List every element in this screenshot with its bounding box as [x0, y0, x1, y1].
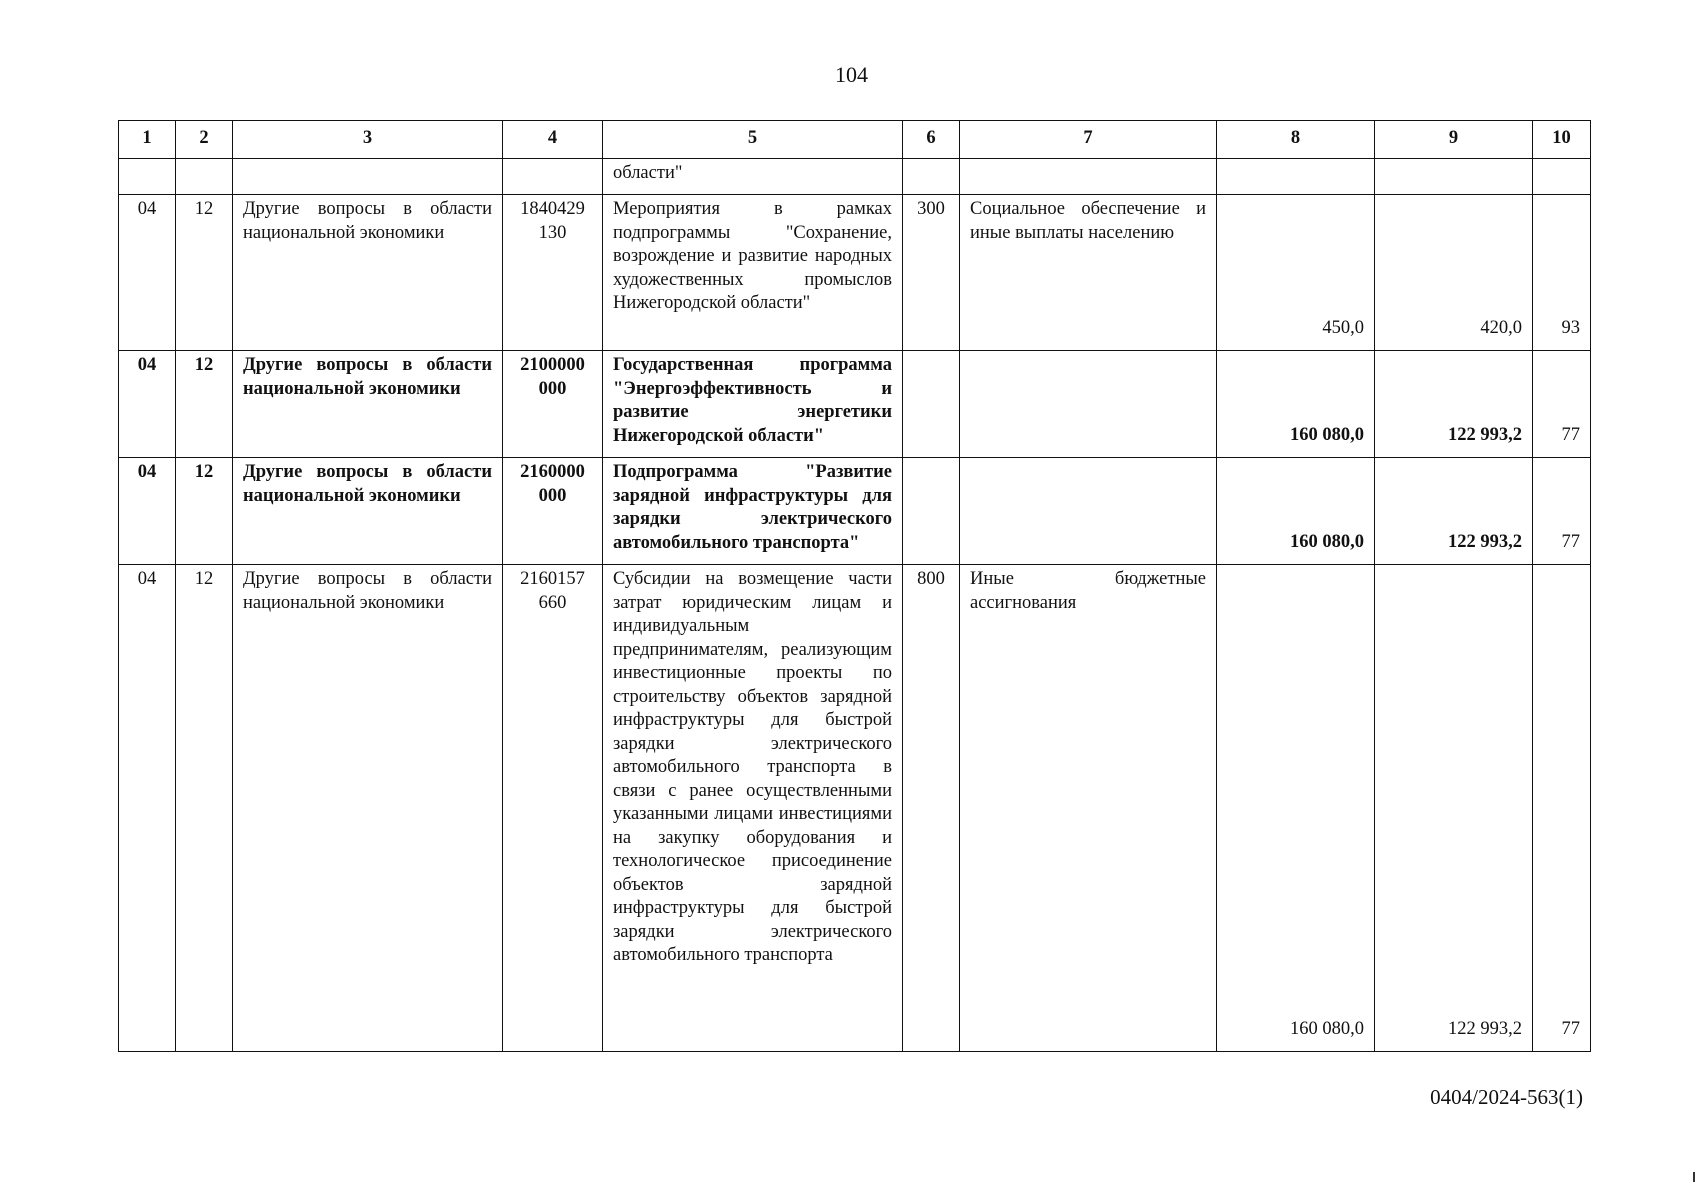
cell-col9: 122 993,2	[1375, 458, 1533, 565]
cell-col8: 160 080,0	[1217, 458, 1375, 565]
cell-col9: 122 993,2	[1375, 351, 1533, 458]
cell-target-name: Подпрограмма "Развитие зарядной инфраструктуры для зарядки электрического автомобильного транспорта"	[603, 458, 903, 565]
cell-subsection: 12	[176, 565, 233, 1052]
table-row	[119, 351, 1591, 458]
cell-target-code: 1840429 130	[503, 195, 603, 351]
cell-expense-code	[903, 351, 960, 458]
cell-target-code: 2160157 660	[503, 565, 603, 1052]
cell-section-name: Другие вопросы в области национальной экономики	[233, 195, 503, 351]
header-col-7: 7	[960, 121, 1217, 159]
page-number: 104	[835, 62, 868, 87]
cell-target-name: Государственная программа "Энергоэффективность и развитие энергетики Нижегородской области"	[603, 351, 903, 458]
cell-col10: 93	[1533, 195, 1591, 351]
header-row	[119, 121, 1591, 159]
cell-col8: 160 080,0	[1217, 565, 1375, 1052]
cell-target-code: 2100000 000	[503, 351, 603, 458]
budget-table	[118, 120, 1591, 1052]
cell-col10: 77	[1533, 351, 1591, 458]
cell-expense-name	[960, 351, 1217, 458]
cell-col10: 77	[1533, 458, 1591, 565]
cell-col8: 450,0	[1217, 195, 1375, 351]
continuation-row	[119, 159, 1591, 195]
cell-subsection: 12	[176, 458, 233, 565]
continuation-text: области"	[603, 159, 903, 195]
cell-expense-code: 800	[903, 565, 960, 1052]
cell-expense-name	[960, 458, 1217, 565]
cell-section: 04	[119, 195, 176, 351]
cell-section: 04	[119, 351, 176, 458]
cell-target-code: 2160000 000	[503, 458, 603, 565]
cell-target-name: Субсидии на возмещение части затрат юридическим лицам и индивидуальным предпринимателям, реализующим инвестиционные проекты по строительству объектов зарядной инфраструктуры для быстрой зарядки электрического автомобильного транспорта в связи с ранее осуществленными указанными лицами инвестициями на закупку оборудования и технологическое присоединение объектов зарядной инфраструктуры для быстрой зарядки электрического автомобильного транспорта	[603, 565, 903, 1052]
cell-expense-code	[903, 458, 960, 565]
scan-edge-mark	[1693, 1172, 1695, 1182]
cell-subsection: 12	[176, 195, 233, 351]
header-col-2: 2	[176, 121, 233, 159]
cell-expense-name: Иные бюджетные ассигнования	[960, 565, 1217, 1052]
table-row	[119, 458, 1591, 565]
cell-col10: 77	[1533, 565, 1591, 1052]
cell-subsection: 12	[176, 351, 233, 458]
header-col-6: 6	[903, 121, 960, 159]
document-code: 0404/2024-563(1)	[1430, 1085, 1583, 1109]
table-row	[119, 565, 1591, 1052]
cell-section-name: Другие вопросы в области национальной экономики	[233, 351, 503, 458]
header-col-10: 10	[1533, 121, 1591, 159]
cell-section-name: Другие вопросы в области национальной экономики	[233, 565, 503, 1052]
cell-section-name: Другие вопросы в области национальной экономики	[233, 458, 503, 565]
header-col-3: 3	[233, 121, 503, 159]
header-col-4: 4	[503, 121, 603, 159]
header-col-8: 8	[1217, 121, 1375, 159]
header-col-5: 5	[603, 121, 903, 159]
table-row	[119, 195, 1591, 351]
cell-section: 04	[119, 565, 176, 1052]
header-col-9: 9	[1375, 121, 1533, 159]
cell-expense-name: Социальное обеспечение и иные выплаты населению	[960, 195, 1217, 351]
cell-section: 04	[119, 458, 176, 565]
header-col-1: 1	[119, 121, 176, 159]
cell-col9: 420,0	[1375, 195, 1533, 351]
cell-target-name: Мероприятия в рамках подпрограммы "Сохранение, возрождение и развитие народных художественных промыслов Нижегородской области"	[603, 195, 903, 351]
cell-col9: 122 993,2	[1375, 565, 1533, 1052]
cell-expense-code: 300	[903, 195, 960, 351]
cell-col8: 160 080,0	[1217, 351, 1375, 458]
